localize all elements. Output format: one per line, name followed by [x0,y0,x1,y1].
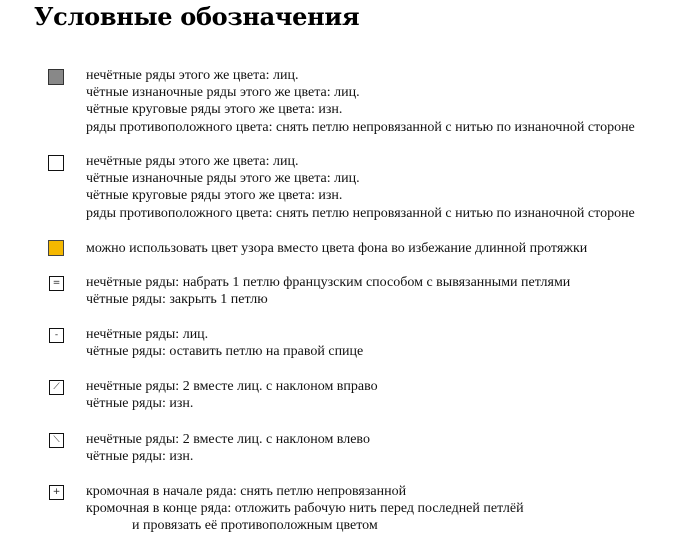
legend-line: чётные изнаночные ряды этого же цвета: лиц. [86,85,360,101]
legend-text [86,67,635,136]
legend-text [86,153,635,222]
legend-line: чётные круговые ряды этого же цвета: изн. [86,102,343,118]
legend-line: кромочная в конце ряда: отложить рабочую нить перед последней петлёй [86,501,524,517]
legend-line: можно использовать цвет узора вместо цвета фона во избежание длинной протяжки [86,241,588,256]
legend-line: и провязать её противоположным цветом [132,518,378,534]
legend-text [86,431,370,465]
legend-line: чётные ряды: изн. [86,396,194,412]
plus-square-icon: + [49,485,64,500]
legend-line: нечётные ряды: 2 вместе лиц. с наклоном влево [86,432,370,447]
equals-square-icon: = [49,276,64,291]
legend-line: чётные ряды: оставить петлю на правой спице [86,344,364,360]
legend-line: чётные ряды: изн. [86,449,194,465]
white-square-icon [48,155,64,171]
legend-line: кромочная в начале ряда: снять петлю непровязанной [86,484,407,499]
legend-text [86,483,524,535]
right-slant-square-icon: ⟋ [49,380,64,395]
legend-line: чётные круговые ряды этого же цвета: изн. [86,188,343,204]
legend-line: ряды противоположного цвета: снять петлю непровязанной с нитью по изнаночной стороне [86,205,635,221]
gray-square-icon [48,69,64,85]
legend-line: чётные изнаночные ряды этого же цвета: лиц. [86,171,360,187]
dash-square-icon: - [49,328,64,343]
page-title: Условные обозначения [34,2,360,31]
legend-line: нечётные ряды: лиц. [86,327,209,342]
legend-text [86,326,363,360]
legend-text [86,274,570,308]
legend-text [86,240,587,257]
legend-line: нечётные ряды: набрать 1 петлю французским способом с вывязанными петлями [86,275,571,290]
legend-line: нечётные ряды этого же цвета: лиц. [86,154,299,169]
legend-text [86,378,378,412]
yellow-square-icon [48,240,64,256]
legend-line: нечётные ряды этого же цвета: лиц. [86,68,299,83]
left-slant-square-icon: ⟍ [49,433,64,448]
legend-line: ряды противоположного цвета: снять петлю непровязанной с нитью по изнаночной стороне [86,119,635,135]
legend-line: чётные ряды: закрыть 1 петлю [86,292,268,308]
legend-line: нечётные ряды: 2 вместе лиц. с наклоном вправо [86,379,378,394]
